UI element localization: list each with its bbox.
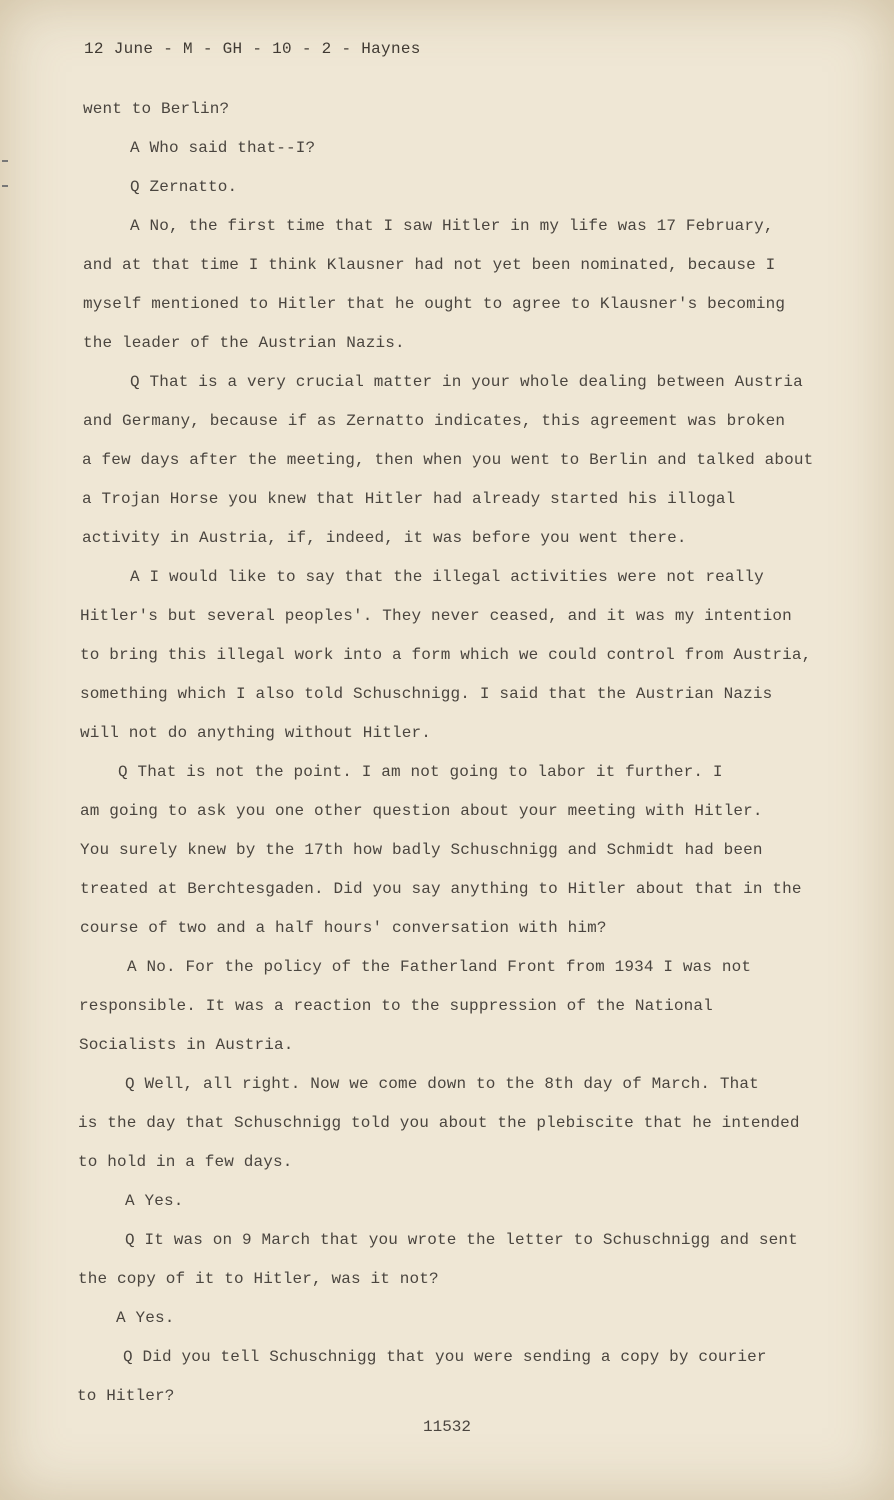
text-line: Q Zernatto. [130, 178, 238, 196]
text-line: will not do anything without Hitler. [80, 724, 432, 742]
text-line: is the day that Schuschnigg told you about the plebiscite that he intended [78, 1114, 800, 1132]
transcript-body [0, 97, 894, 1423]
text-line: to Hitler? [77, 1387, 175, 1405]
text-line: Q It was on 9 March that you wrote the letter to Schuschnigg and sent [125, 1231, 798, 1249]
page-number: 11532 [422, 1418, 471, 1436]
text-line: am going to ask you one other question about your meeting with Hitler. [80, 802, 763, 820]
text-line: the leader of the Austrian Nazis. [83, 334, 405, 352]
text-line: A Yes. [125, 1192, 184, 1210]
text-line: the copy of it to Hitler, was it not? [78, 1270, 439, 1288]
text-line: activity in Austria, if, indeed, it was before you went there. [82, 529, 687, 547]
text-line: treated at Berchtesgaden. Did you say anything to Hitler about that in the [80, 880, 802, 898]
text-line: Q That is a very crucial matter in your whole dealing between Austria [130, 373, 803, 391]
text-line: to hold in a few days. [78, 1153, 293, 1171]
text-line: a Trojan Horse you knew that Hitler had already started his illogal [82, 490, 736, 508]
text-line: A I would like to say that the illegal activities were not really [130, 568, 764, 586]
text-line: and at that time I think Klausner had not yet been nominated, because I [83, 256, 776, 274]
text-line: A Who said that--I? [130, 139, 316, 157]
text-line: to bring this illegal work into a form which we could control from Austria, [80, 646, 812, 664]
text-line: a few days after the meeting, then when you went to Berlin and talked about [82, 451, 814, 469]
text-line: something which I also told Schuschnigg. I said that the Austrian Nazis [80, 685, 773, 703]
text-line: Hitler's but several peoples'. They never ceased, and it was my intention [80, 607, 792, 625]
text-line: You surely knew by the 17th how badly Schuschnigg and Schmidt had been [80, 841, 763, 859]
text-line: Q Did you tell Schuschnigg that you were sending a copy by courier [123, 1348, 767, 1366]
text-line: Socialists in Austria. [79, 1036, 294, 1054]
text-line: course of two and a half hours' conversation with him? [80, 919, 607, 937]
text-line: A Yes. [116, 1309, 175, 1327]
text-line: responsible. It was a reaction to the suppression of the National [79, 997, 713, 1015]
text-line: A No. For the policy of the Fatherland Front from 1934 I was not [127, 958, 752, 976]
text-line: myself mentioned to Hitler that he ought to agree to Klausner's becoming [83, 295, 786, 313]
text-line: A No, the first time that I saw Hitler in my life was 17 February, [130, 217, 774, 235]
text-line: went to Berlin? [83, 100, 230, 118]
text-line: Q Well, all right. Now we come down to the 8th day of March. That [125, 1075, 759, 1093]
text-line: Q That is not the point. I am not going to labor it further. I [118, 763, 723, 781]
page-header: 12 June - M - GH - 10 - 2 - Haynes [84, 40, 421, 58]
text-line: and Germany, because if as Zernatto indicates, this agreement was broken [83, 412, 786, 430]
